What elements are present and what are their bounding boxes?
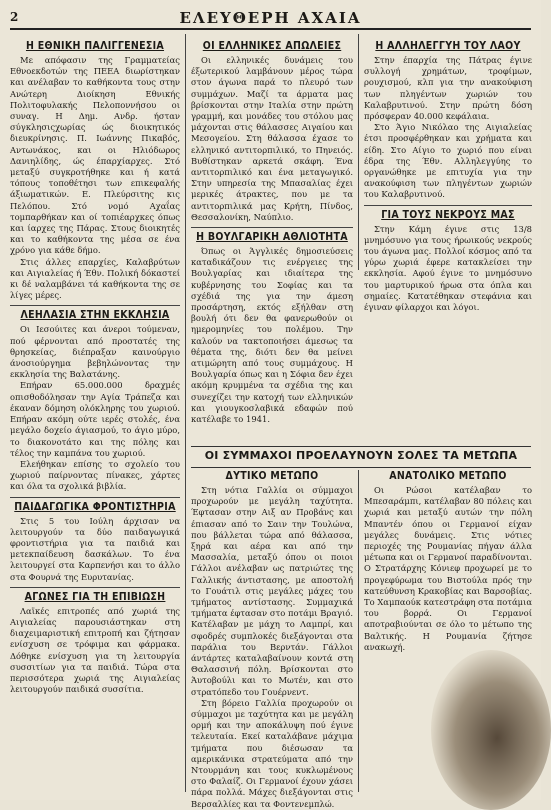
column-rule: [358, 34, 359, 270]
wide-headline: ΟΙ ΣΥΜΜΑΧΟΙ ΠΡΟΕΛΑΥΝΟΥΝ ΣΟΛΕΣ ΤΑ ΜΕΤΩΠΑ: [204, 449, 518, 462]
paragraph: Με απόφασιν της Γραμματείας Εθνοεκδοτών της ΠΕΕΑ διωρίστηκαν και ανέλαβαν το καθήκοντα τους στην Ανώτερη Διοίκηση Εθνικής Πολιτοφυλακής Πελοποννήσου οι συναγ. Η Δημ. Ανδρ. ήσταν σύγκλησιςχωρίας ώς διοικητικός διευκρίνησις. Π. Ιωάννης Πικαβός, Αντωνάκος, και οι Ηλιόδωρος Δανιηλίδης, ώς έπαρχίαρχες. Στό μεταξύ συγκροτήθηκε και ή κατά τόπους τοποθέτησι των επικεφαλής άξιωματικών. Ε. Πλεύρσιτης κις Πελόπου. Στό νομό Αχαΐας τομπαρθήκαν και οί τοπιέαρχκες όπως και ίαρχες της Πάρας. Στους διοικητές και το καθήκοντα της μέσα σε ένα χρόνο για κάθε δήμο.: [10, 55, 180, 256]
article-headline: Η ΒΟΥΛΓΑΡΙΚΗ ΑΘΛΙΟΤΗΤΑ: [196, 231, 348, 244]
article-body: [191, 485, 353, 810]
divider: [10, 587, 180, 588]
column-rule: [185, 34, 186, 792]
paragraph: Στις 5 του Ιούλη άρχισαν να λειτουργούν τα δύο παιδαγωγικά φροντιστήρια για τα παιδιά και μετεκπαίδευση δασκάλων. Το ένα λειτουργεί στα Καρπενήσι και το άλλο στα Φουρνά της Ευρυτανίας.: [10, 515, 180, 582]
article-headline: ΠΑΙΔΑΓΩΓΙΚΑ ΦΡΟΝΤΙΣΤΗΡΙΑ: [14, 500, 176, 513]
article-body: [364, 224, 532, 314]
paragraph: Όπως οι Άγγλικές δημοσιεύσεις καταδικάζουν τις ενέργειες της Βουλγαρίας και ιδιαίτερα της κυβέρνησης του Σοφίας και τα σχέδιά της για την άμεση προσάρτηση, εκτός εξήλθαν στη βουλή ότι δεν θα φανερωθούν οι ημερομηνίες του πολέμου. Την καλούν να τακτοποιήσει άμεσως τα θέματα της, διότι δεν θα μείνει ατιμώρητη από τους συμμάχους. Η Βουλγαρία όπως και η Σόφια δεν έχει ακόμη κρυμμένα τα σχέδια της και συνεχίζει την κατοχή των ελληνικών και γιουγκοσλαβικά εδαφών πού κατέλαβε το 1941.: [191, 246, 353, 425]
paragraph: Ελεήθηκαν επίσης το σχολείο του χωριού παίρνοντας πίνακες, χάρτες και όλα τα σχολικά βιβλία.: [10, 458, 180, 492]
column-right-lower: [364, 470, 532, 795]
paragraph: Στη νότια Γαλλία οι σύμμαχοι προχωρούν με μεγάλη ταχύτητα. Έφτασαν στην Αιξ αν Προβάνς και έπιασαν από το Σαιν την Τουλώνα, που βάλλεται τώρα από θάλασσα, ξηρά και αέρα και από την Μασσαλία, μεταξύ όπου οι ποιοι Γάλλοι ανέλαβαν ως πατριώτες της Γαλλικής άντιστασης, με αποστολή το Γουάτιλ στις μεγάλες μάχες του τμήματος αντίστασης. Συμμαχικά τμήματα έφτασαν στο ποτάμι Βραγιό. Κατέλαβαν με μάχη το Λαμπρί, και σφοδρές συμπλοκές διεξάγονται στα παράλια του Βερντάν. Γάλλοι άντάρτες καταλαβαίνουν κοντά στη Θαλασσινή πόλη. Βρίσκονται στο Άυτοβούλι και το Μωτέν, και στο στρατόπεδο του Γουέρνεντ.: [191, 485, 353, 697]
article-headline: Η ΕΘΝΙΚΗ ΠΑΛΙΓΓΕΝΕΣΙΑ: [25, 40, 165, 52]
article-body: [10, 606, 180, 696]
article-body: [191, 246, 353, 425]
wide-headline-band: [191, 446, 531, 468]
paragraph: Στη βόρειο Γαλλία προχωρούν οι σύμμαχοι με ταχύτητα και με μεγάλη ορμή και την αποκάλυψη πού έγινε τελευταία. Εκεί καταλάβανε μάχιμα τμήματα που διέσωσαν τα αμερικάνικα στρατεύματα από την Ντουρμάνη και τους κυκλωμένους στο Φαλαίζ. Οι Γερμανοί έχουν χάσει πάρα πολλά. Μάχες διεξάγονται στις Βερσαλλίες και τα Φοντενεμπλώ.: [191, 697, 353, 809]
article-headline: ΛΕΗΛΑΣΙΑ ΣΤΗΝ ΕΚΚΛΗΣΙΑ: [20, 309, 170, 322]
paragraph: Στις άλλες επαρχίες, Καλαβρύτων και Αιγιαλείας ή Έθν. Πολική δόκαστεί κι δέ ναλαμβάνει τά καθήκοντα της σε λίγες μέρες.: [10, 256, 180, 301]
column-left: [10, 40, 180, 795]
paragraph: Στην έπαρχία της Πάτρας έγινε συλλογή χρημάτων, τροφίμων, ρουχισμού, κλπ για την ανακούφιση των πληγέντων χωριών του Καλαβρυτινού. Στην πρώτη δόση πρόσφεραν 40.000 κεφάλαια.: [364, 55, 532, 122]
divider: [364, 205, 532, 206]
paragraph: Οι Ιεσούιτες και άνεροι τούμεναν, πού φέρνονται από προστατές της θρησκείας, διέπραξαν καινούργιο άνοσιούργημα βεβηλώνοντας την εκκλησία της Βαλατάνης.: [10, 324, 180, 380]
article-headline: Η ΑΛΛΗΛΕΓΓΥΗ ΤΟΥ ΛΑΟΥ: [375, 40, 521, 52]
divider: [191, 227, 353, 228]
page-number: 2: [10, 10, 19, 24]
paragraph: Οι ελληνικές δυνάμεις του έξωτερικού λαμβάνουν μέρος τώρα στον άγωνα παρά το πλευρό των συμμάχων. Μαζί τα άρματα μας βρίσκονται στην Ιταλία στην πρώτη γραμμή, και μονάδες του στόλου μας μάχονται στις θάλασσες Αιγαίου και Μεσογείου. Στη θάλασσα έχασε το ελληνικό αντιτορπιλικό, το Πηνειός. Βυθίστηκαν αρκετά σκάφη. Ένα αντιτορπιλικό και ένα μεταγωγικό. Στην υπηρεσία της Μπασαλίας έχει μερικές άτρακτες, που με τα αντιτορπιλικά μας Κρήτη, Πίνδος, Θεσσαλονίκη, Ναύπλιο.: [191, 55, 353, 222]
paragraph: Στο Άγιο Νικόλαο της Αιγιαλείας έτσι προσφέρθηκαν και χρήματα και είδη. Στο Αίγιο το χωριό που είναι έδρα της Έθν. Αλληλεγγύης το οργανώθηκε με επιτυχία για την ανακούφιση των πληγέντων χωριών του Καλαβρυτινού.: [364, 122, 532, 200]
article-body: [364, 485, 532, 653]
masthead: [10, 6, 531, 30]
column-rule: [358, 470, 359, 792]
divider: [10, 497, 180, 498]
column-middle: [191, 40, 353, 470]
article-body: [364, 55, 532, 201]
newspaper-title: ΕΛΕΥΘΕΡΗ ΑΧΑΙΑ: [179, 9, 362, 27]
section-subheadline: ΔΥΤΙΚΟ ΜΕΤΩΠΟ: [225, 470, 319, 482]
paragraph: Λαϊκές επιτροπές από χωριά της Αιγιαλείας παρουσιάστηκαν στη διαχειμαριστική επιτροπή και ζήτησαν ενίσχυση σε τρόφιμα και φάρμακα. Δόθηκε ενίσχυση για τη λειτουργία συσσιτίων για τα παιδιά. Τώρα στα περισσότερα χωριά της Αιγιαλείας λειτουργούν παιδικά συσσίτια.: [10, 605, 180, 695]
article-headline: ΟΙ ΕΛΛΗΝΙΚΕΣ ΑΠΩΛΕΙΕΣ: [202, 40, 342, 52]
article-body: [10, 324, 180, 492]
paragraph: Επήραν 65.000.000 δραχμές οπισθοδόλησαν την Αγία Τράπεζα και έκαναν δόμηση ολόκληρης του χωριού. Επήραν ακόμη ούτε ιερές στολές, ένα μεγάλο δοχείο άγιασμού, το άγιο μύρο, το διακονοτάτο και της πόλης και τέλος την καμπάνα του χωριού.: [10, 380, 180, 458]
article-body: [191, 55, 353, 223]
column-right: [364, 40, 532, 445]
article-headline: ΑΓΩΝΕΣ ΓΙΑ ΤΗ ΕΠΙΒΙΩΣΗ: [24, 590, 166, 603]
paragraph: Οι Ρώσοι κατέλαβαν το Μπεσαράμπι, κατέλαβαν 80 πόλεις και χωριά και μεταξύ αυτών την πόλη Μπαντέν όπου οι Γερμανοί είχαν μεγάλες δυνάμεις. Στις νότιες περιοχές της Ρουμανίας πήγαν άλλα μέτωπα και οι Γερμανοί παραδίνονται. Ο Στρατάρχης Κόνιεφ προχωρεί με το προγεφύρωμα του Βιστούλα πρός την κατεύθυνση Κρακοβίας και Βαρσοβίας. Το Χαμπαούκ κατεστράφη στα ποτάμια του βορρά. Οι Γερμανοί αποτραβιούνται σε όλο το μέτωπο της Βαλτικής. Η Ρουμανία ζήτησε ανακωχή.: [364, 485, 532, 652]
divider: [10, 305, 180, 306]
section-subheadline: ΑΝΑΤΟΛΙΚΟ ΜΕΤΩΠΟ: [389, 470, 507, 482]
column-middle-lower: [191, 470, 353, 809]
paragraph: Στην Κάμη έγινε στις 13/8 μνημόσυνο για τους ήρωικούς νεκρούς του άγωνα μας. Πολλοί κόσμος από τα γύρω χωριά έφερε κατακλείσει την εκκλησία. Αφού έγινε το μνημόσυνο του μαρτυρικού ήρωα στα όπλα και σημαίες. Κατατέθηκαν στεφάνια και έγιναν φίλαρχοι και λόγοι.: [364, 223, 532, 313]
article-body: [10, 516, 180, 583]
article-headline: ΓΙΑ ΤΟΥΣ ΝΕΚΡΟΥΣ ΜΑΣ: [381, 208, 515, 221]
article-body: [10, 55, 180, 301]
